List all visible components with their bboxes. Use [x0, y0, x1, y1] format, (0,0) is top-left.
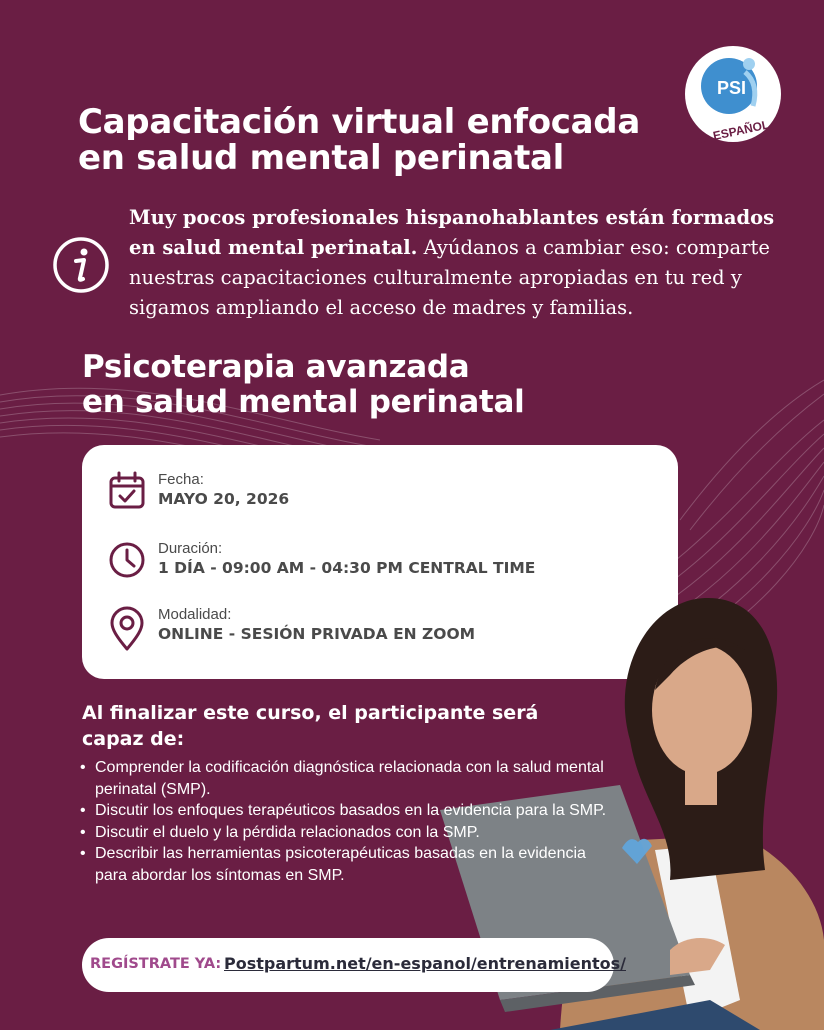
- mode-label: Modalidad:: [158, 606, 232, 623]
- register-banner: [82, 938, 626, 992]
- title-line-1: Capacitación virtual enfocada: [78, 102, 640, 142]
- info-rest: Ayúdanos a cambiar eso: comparte nuestras capacitaciones culturalmente apropiadas en tu red y sigamos ampliando el acceso de madres y familias.: [129, 236, 770, 319]
- register-link[interactable]: Postpartum.net/en-espanol/entrenamientos/: [224, 954, 626, 973]
- course-line-1: Psicoterapia avanzada: [82, 349, 470, 385]
- psi-logo-icon: [683, 44, 783, 150]
- calendar-icon: [108, 471, 146, 511]
- register-label: REGÍSTRATE YA:: [90, 956, 222, 972]
- page-title: [78, 104, 678, 176]
- info-text: [129, 203, 799, 323]
- objectives-list: [80, 757, 610, 886]
- info-icon: [52, 236, 110, 294]
- logo-subtitle: en ESPAÑOL: [694, 117, 771, 147]
- list-item: • Discutir los enfoques terapéuticos basados en la evidencia para la SMP.: [80, 800, 610, 822]
- location-pin-icon: [108, 606, 146, 652]
- logo-mark: PSI: [717, 78, 747, 98]
- date-value: MAYO 20, 2026: [158, 490, 290, 508]
- duration-value: 1 DÍA - 09:00 AM - 04:30 PM CENTRAL TIME: [158, 559, 536, 577]
- title-line-2: en salud mental perinatal: [78, 138, 565, 178]
- mode-value: ONLINE - SESIÓN PRIVADA EN ZOOM: [158, 625, 476, 643]
- info-bold: Muy pocos profesionales hispanohablantes están formados en salud mental perinatal.: [129, 206, 775, 259]
- list-item: • Describir las herramientas psicoterapéuticas basadas en la evidencia para abordar los síntomas en SMP.: [80, 843, 610, 886]
- course-line-2: en salud mental perinatal: [82, 384, 525, 420]
- course-title: [82, 350, 642, 420]
- clock-icon: [108, 540, 146, 580]
- list-item: • Discutir el duelo y la pérdida relacionados con la SMP.: [80, 822, 610, 844]
- duration-label: Duración:: [158, 540, 223, 557]
- date-label: Fecha:: [158, 471, 204, 488]
- list-item: • Comprender la codificación diagnóstica relacionada con la salud mental perinatal (SMP).: [80, 757, 610, 800]
- objectives-heading: Al finalizar este curso, el participante será capaz de:: [82, 702, 539, 750]
